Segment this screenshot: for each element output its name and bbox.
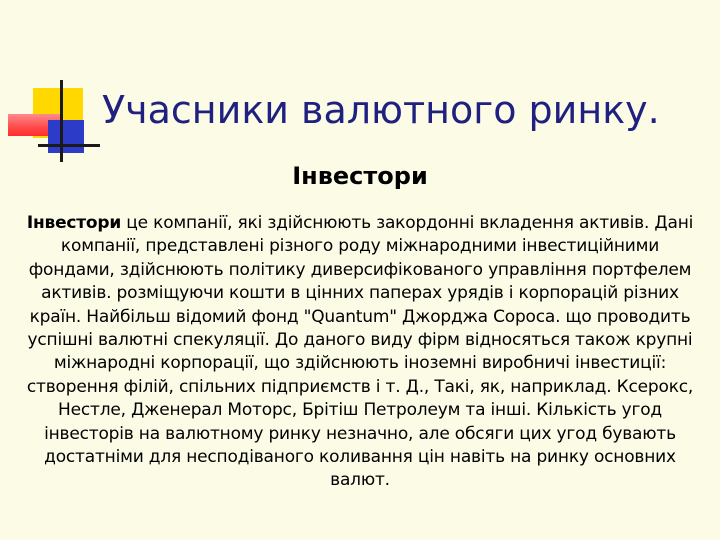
slide-body-paragraph [24,212,696,493]
slide-subtitle: Інвестори [292,162,428,190]
body-text: це компанії, які здійснюють закордонні вкладення активів. Дані компанії, представлені різного роду міжнародними інвестиційними фондами, здійснюють політику диверсифікованого управління портфелем активів. розміщуючи кошти в цінних паперах урядів і корпорацій різних країн. Найбільш відомий фонд "Quantum" Джорджа Сороса. що проводить успішні валютні спекуляції. До даного виду фірм відносяться також крупні міжнародні корпорації, що здійснюють іноземні виробничі інвестиції: створення філій, спільних підприємств і т. Д., Такі, як, наприклад. Ксерокс, Нестле, Дженерал Моторс, Брітіш Петролеум та інші. Кількість угод інвесторів на валютному ринку незначно, але обсяги цих угод бувають достатніми для несподіваного коливання цін навіть на ринку основних валют. [26,213,694,491]
decorative-corner-graphic [0,0,110,170]
body-lead-term: Інвестори [26,213,122,233]
vertical-line-shape [60,80,63,162]
slide-title: Учасники валютного ринку. [102,88,660,132]
horizontal-line-shape [38,144,100,147]
blue-square-shape [48,120,84,153]
